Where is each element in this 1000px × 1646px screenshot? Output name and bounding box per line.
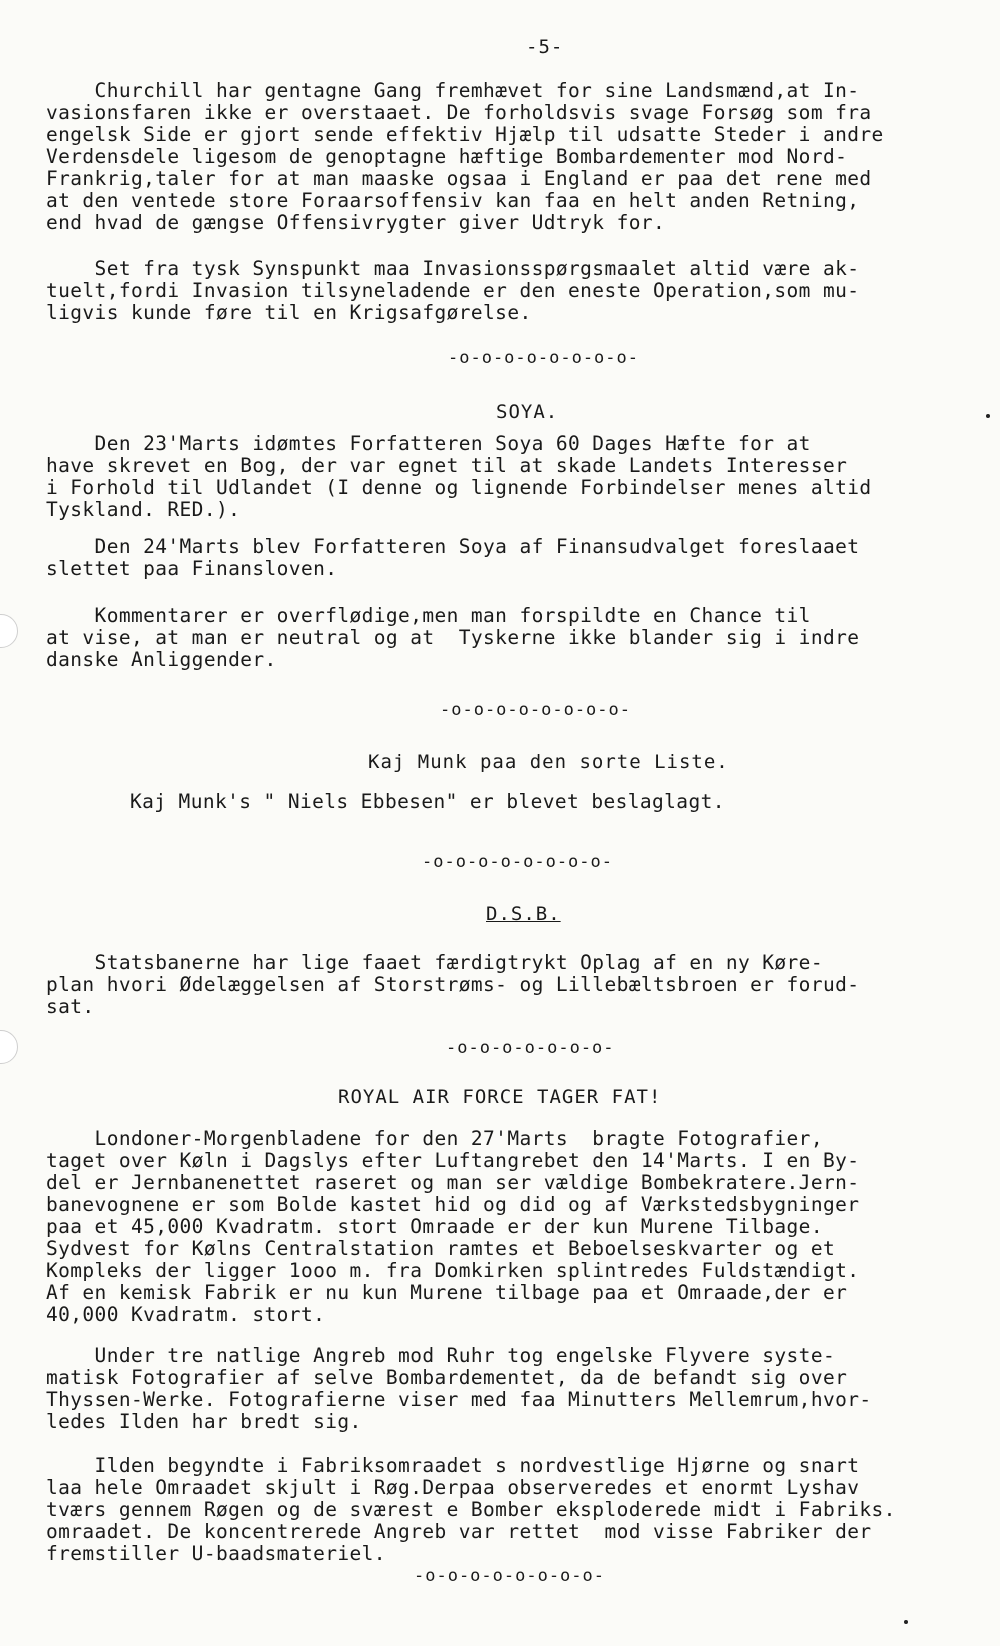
section-separator: -o-o-o-o-o-o-o-o-: [448, 348, 639, 368]
raf-paragraph-2: Under tre natlige Angreb mod Ruhr tog engelske Flyvere syste- matisk Fotografier af selve Bombardementet, da de befandt sig over Thyssen-Werke. Fotografierne viser med faa Minutters Mellemrum,hvor- ledes Ilden har bredt sig.: [46, 1344, 872, 1433]
ink-speck: [986, 414, 990, 418]
dsb-heading: D.S.B.: [486, 903, 561, 925]
section-separator: -o-o-o-o-o-o-o-o-: [422, 852, 613, 872]
dsb-paragraph: Statsbanerne har lige faaet færdigtrykt Oplag af en ny Køre- plan hvori Ødelæggelsen af Storstrøms- og Lillebæltsbroen er forud- sat.: [46, 951, 860, 1018]
section-separator: -o-o-o-o-o-o-o-: [446, 1038, 615, 1058]
soya-paragraph-2: Den 24'Marts blev Forfatteren Soya af Finansudvalget foreslaaet slettet paa Finansloven.: [46, 535, 860, 580]
punch-hole: [0, 1030, 18, 1064]
raf-paragraph-3: Ilden begyndte i Fabriksomraadet s nordvestlige Hjørne og snart laa hele Omraadet skjult i Røg.Derpaa observeredes et enormt Lyshav tværs gennem Røgen og de sværest e Bomber eksploderede midt i Fabriks. omraadet. De koncentrerede Angreb var rettet mod visse Fabriker der fremstiller U-baadsmateriel.: [46, 1454, 896, 1565]
soya-paragraph-3: Kommentarer er overflødige,men man forspildte en Chance til at vise, at man er neutral og at Tyskerne ikke blander sig i indre danske Anliggender.: [46, 604, 860, 671]
punch-hole: [0, 614, 18, 648]
raf-paragraph-1: Londoner-Morgenbladene for den 27'Marts bragte Fotografier, taget over Køln i Dagslys efter Luftangrebet den 14'Marts. I en By- del er Jernbanenettet raseret og man ser vældige Bombekratere.Jern- banevognene er som Bolde kastet hid og did og af Værkstedsbygninger paa et 45,000 Kvadratm. stort Omraade er der kun Murene Tilbage. Sydvest for Kølns Centralstation ramtes et Beboelseskvarter og et Kompleks der ligger 1ooo m. fra Domkirken splintredes Fuldstændigt. Af en kemisk Fabrik er nu kun Murene tilbage paa et Omraade,der er 40,000 Kvadratm. stort.: [46, 1127, 860, 1326]
soya-paragraph-1: Den 23'Marts idømtes Forfatteren Soya 60 Dages Hæfte for at have skrevet en Bog, der var egnet til at skade Landets Interesser i Forhold til Udlandet (I denne og lignende Forbindelser menes altid Tyskland. RED.).: [46, 432, 872, 521]
page-number: -5-: [526, 36, 564, 58]
ink-speck: [904, 1620, 908, 1624]
section-separator: -o-o-o-o-o-o-o-o-: [414, 1566, 605, 1586]
intro-paragraph-1: Churchill har gentagne Gang fremhævet for sine Landsmænd,at In- vasionsfaren ikke er overstaaet. De forholdsvis svage Forsøg som fra engelsk Side er gjort sende effektiv Hjælp til udsatte Steder i andre Verdensdele ligesom de genoptagne hæftige Bombardementer mod Nord- Frankrig,taler for at man maaske ogsaa i England er paa det rene med at den ventede store Foraarsoffensiv kan faa en helt anden Retning, end hvad de gængse Offensivrygter giver Udtryk for.: [46, 79, 884, 234]
munk-heading: Kaj Munk paa den sorte Liste.: [368, 751, 729, 773]
soya-heading: SOYA.: [496, 401, 559, 423]
intro-paragraph-2: Set fra tysk Synspunkt maa Invasionsspørgsmaalet altid være ak- tuelt,fordi Invasion tilsyneladende er den eneste Operation,som mu- ligvis kunde føre til en Krigsafgørelse.: [46, 257, 860, 324]
section-separator: -o-o-o-o-o-o-o-o-: [440, 700, 631, 720]
raf-heading: ROYAL AIR FORCE TAGER FAT!: [338, 1086, 662, 1108]
munk-paragraph: Kaj Munk's " Niels Ebbesen" er blevet beslaglagt.: [130, 790, 725, 813]
